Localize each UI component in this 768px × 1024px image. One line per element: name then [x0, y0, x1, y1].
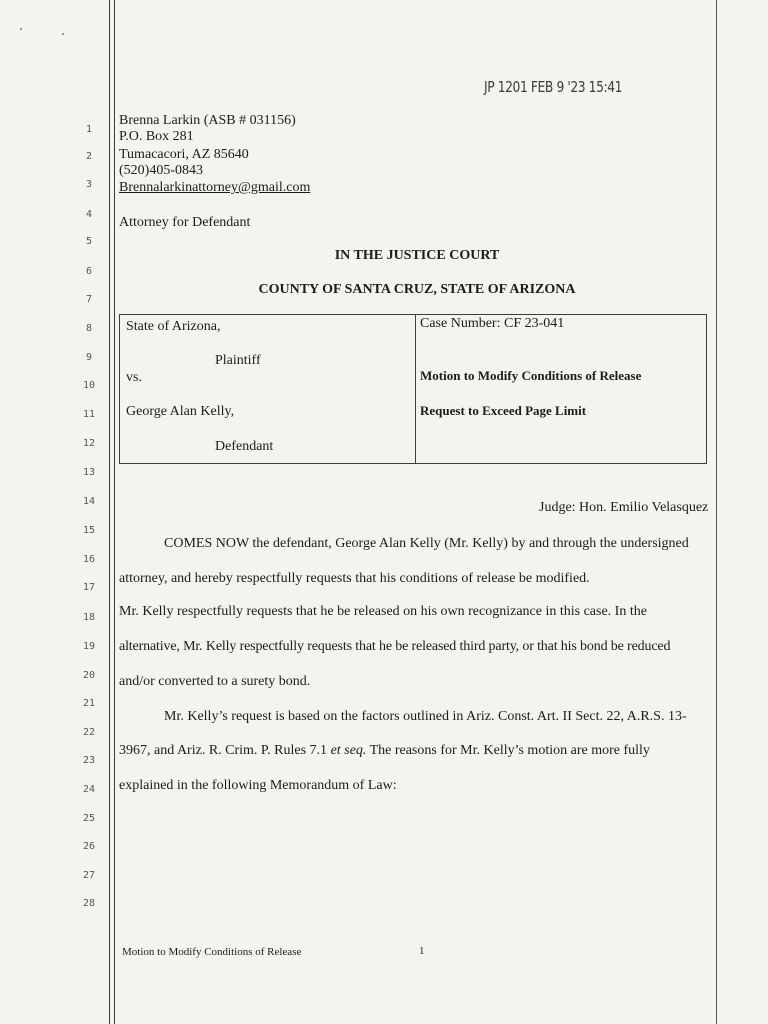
line-number: 13	[82, 467, 96, 478]
body-p3-line2-end: The reasons for Mr. Kelly’s motion are more fully	[366, 743, 650, 758]
line-number: 22	[82, 727, 96, 738]
footer-title: Motion to Modify Conditions of Release	[122, 946, 302, 958]
body-p3-line3: explained in the following Memorandum of Law:	[119, 778, 397, 793]
scan-speck	[62, 33, 64, 35]
line-number: 19	[82, 641, 96, 652]
body-p1-line1: COMES NOW the defendant, George Alan Kelly (Mr. Kelly) by and through the undersigned	[164, 536, 689, 551]
body-p3-line2-start: 3967, and Ariz. R. Crim. P. Rules 7.1	[119, 743, 331, 758]
case-caption-box	[119, 314, 707, 464]
body-p2-line1: Mr. Kelly respectfully requests that he be released on his own recognizance in this case. In the	[119, 604, 647, 619]
line-number: 7	[85, 294, 93, 305]
court-county-heading: COUNTY OF SANTA CRUZ, STATE OF ARIZONA	[258, 282, 576, 297]
caption-divider	[415, 315, 416, 463]
page-number: 1	[419, 945, 425, 957]
line-number: 17	[82, 582, 96, 593]
line-number: 28	[82, 898, 96, 909]
body-p1-line2: attorney, and hereby respectfully requests that his conditions of release be modified.	[119, 571, 590, 586]
line-number: 9	[85, 352, 93, 363]
line-number: 12	[82, 438, 96, 449]
attorney-role: Attorney for Defendant	[119, 215, 251, 230]
attorney-phone: (520)405-0843	[119, 163, 203, 178]
line-number: 14	[82, 496, 96, 507]
body-p3-line1: Mr. Kelly’s request is based on the factors outlined in Ariz. Const. Art. II Sect. 22, A.R.S. 13-	[164, 709, 687, 724]
body-p2-line2: alternative, Mr. Kelly respectfully requests that he be released third party, or that his bond be reduced	[119, 639, 671, 654]
left-margin-rule-outer	[109, 0, 110, 1024]
line-number: 23	[82, 755, 96, 766]
line-number: 8	[85, 323, 93, 334]
line-number: 11	[82, 409, 96, 420]
line-number: 5	[85, 236, 93, 247]
line-number: 27	[82, 870, 96, 881]
defendant-role: Defendant	[215, 439, 274, 454]
scan-speck	[20, 28, 22, 30]
request-title: Request to Exceed Page Limit	[420, 403, 587, 418]
attorney-email: Brennalarkinattorney@gmail.com	[119, 180, 311, 195]
line-number: 6	[85, 266, 93, 277]
attorney-name: Brenna Larkin (ASB # 031156)	[119, 113, 296, 128]
line-number: 26	[82, 841, 96, 852]
attorney-city: Tumacacori, AZ 85640	[119, 147, 249, 162]
filing-stamp: JP 1201 FEB 9 '23 15:41	[484, 78, 623, 96]
line-number: 24	[82, 784, 96, 795]
line-number: 3	[85, 179, 93, 190]
line-number: 2	[85, 151, 93, 162]
plaintiff-role: Plaintiff	[215, 353, 261, 368]
line-number: 1	[85, 124, 93, 135]
line-number: 4	[85, 209, 93, 220]
motion-title: Motion to Modify Conditions of Release	[420, 368, 642, 383]
body-p3-line2	[119, 743, 650, 759]
versus-label: vs.	[126, 370, 142, 385]
line-number: 21	[82, 698, 96, 709]
line-number: 16	[82, 554, 96, 565]
et-seq-citation: et seq.	[330, 743, 367, 758]
line-number: 15	[82, 525, 96, 536]
line-number: 18	[82, 612, 96, 623]
defendant-name: George Alan Kelly,	[126, 404, 235, 419]
attorney-po-box: P.O. Box 281	[119, 129, 194, 144]
plaintiff-name: State of Arizona,	[126, 319, 221, 334]
line-number: 25	[82, 813, 96, 824]
line-number: 10	[82, 380, 96, 391]
body-p2-line3: and/or converted to a surety bond.	[119, 674, 311, 689]
right-margin-rule	[716, 0, 717, 1024]
line-number: 20	[82, 670, 96, 681]
case-number: Case Number: CF 23-041	[420, 316, 565, 331]
left-margin-rule-inner	[114, 0, 115, 1024]
court-heading: IN THE JUSTICE COURT	[334, 248, 500, 263]
judge-line: Judge: Hon. Emilio Velasquez	[539, 500, 709, 515]
